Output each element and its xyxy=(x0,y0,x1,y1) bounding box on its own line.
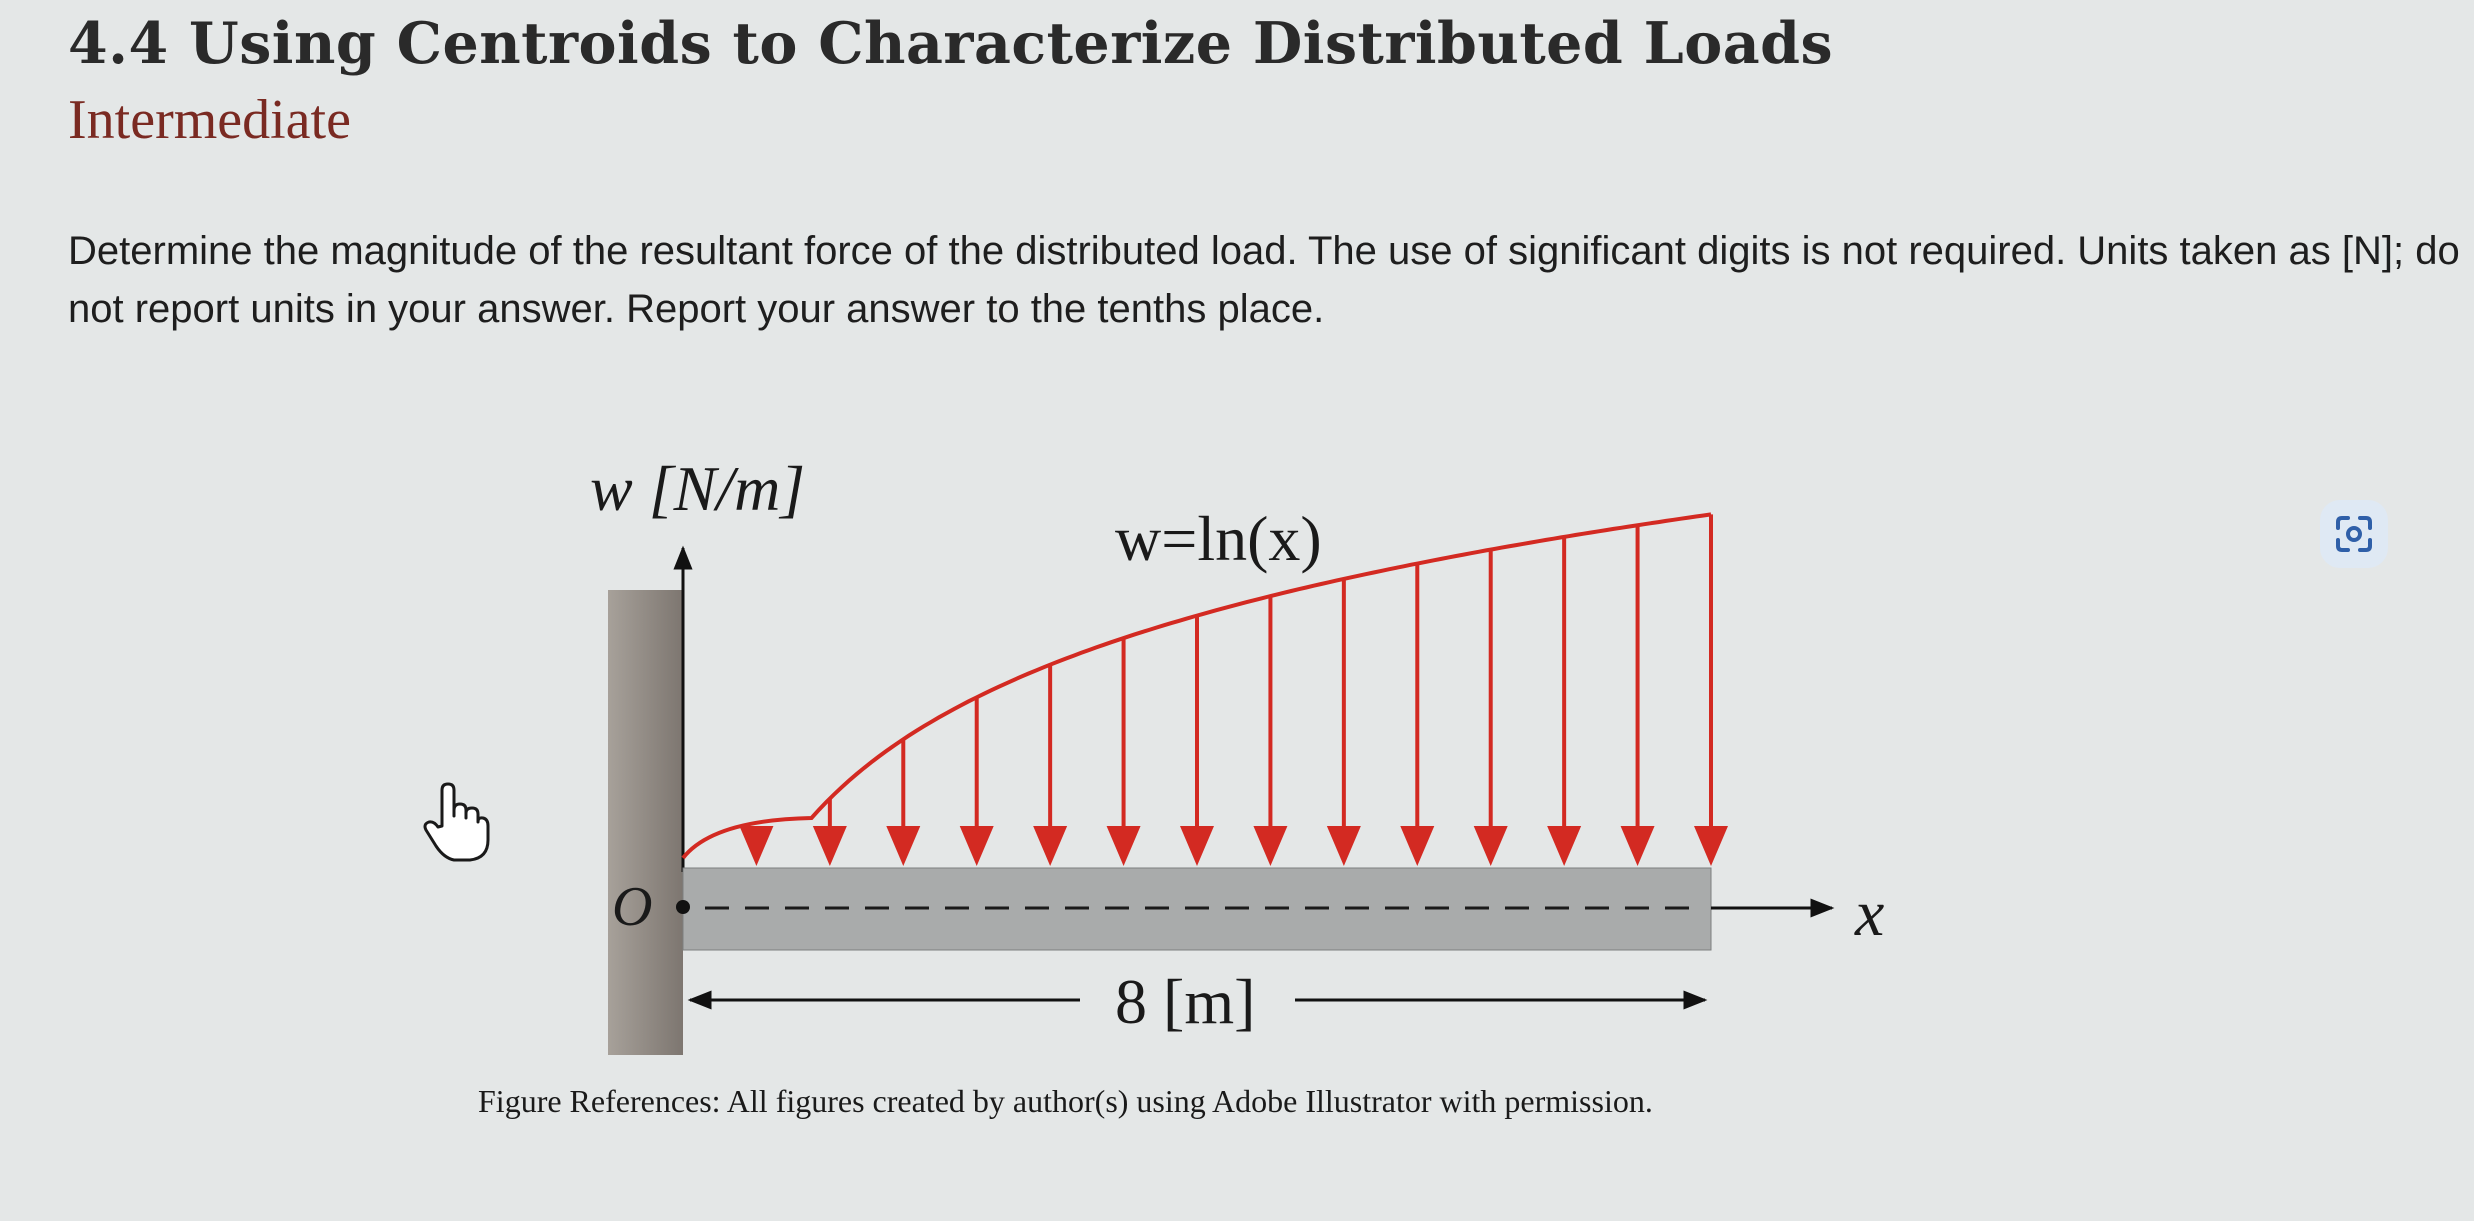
load-arrow xyxy=(1547,537,1581,866)
wall-support xyxy=(608,590,683,1055)
w-axis-label: w [N/m] xyxy=(590,453,806,524)
load-arrow xyxy=(1400,564,1434,866)
difficulty-label: Intermediate xyxy=(68,89,351,151)
load-arrow xyxy=(739,826,773,866)
figure-caption: Figure References: All figures created by author(s) using Adobe Illustrator with permission. xyxy=(478,1083,1653,1119)
load-arrow xyxy=(1694,514,1728,866)
load-function-label: w=ln(x) xyxy=(1115,503,1322,574)
hand-pointer-icon xyxy=(420,782,490,864)
load-arrow xyxy=(1327,579,1361,866)
page-title: 4.4 Using Centroids to Characterize Distributed Loads xyxy=(68,10,1834,77)
load-arrow xyxy=(1180,616,1214,866)
load-arrow xyxy=(886,739,920,866)
load-arrow xyxy=(1033,665,1067,866)
camera-scan-icon[interactable] xyxy=(2320,500,2388,568)
load-arrow xyxy=(1621,525,1655,866)
problem-statement: Determine the magnitude of the resultant force of the distributed load. The use of significant digits is not required. Units taken as [N]; do not report units in your answer. Report your answer to the tenths place. xyxy=(68,229,2460,331)
origin-label: O xyxy=(612,876,653,938)
load-arrow xyxy=(960,697,994,866)
load-arrow xyxy=(1107,638,1141,866)
load-arrow xyxy=(1253,596,1287,866)
span-label: 8 [m] xyxy=(1115,966,1256,1037)
origin-point xyxy=(676,900,690,914)
x-axis-label: x xyxy=(1855,877,1885,950)
load-arrow xyxy=(1474,550,1508,866)
